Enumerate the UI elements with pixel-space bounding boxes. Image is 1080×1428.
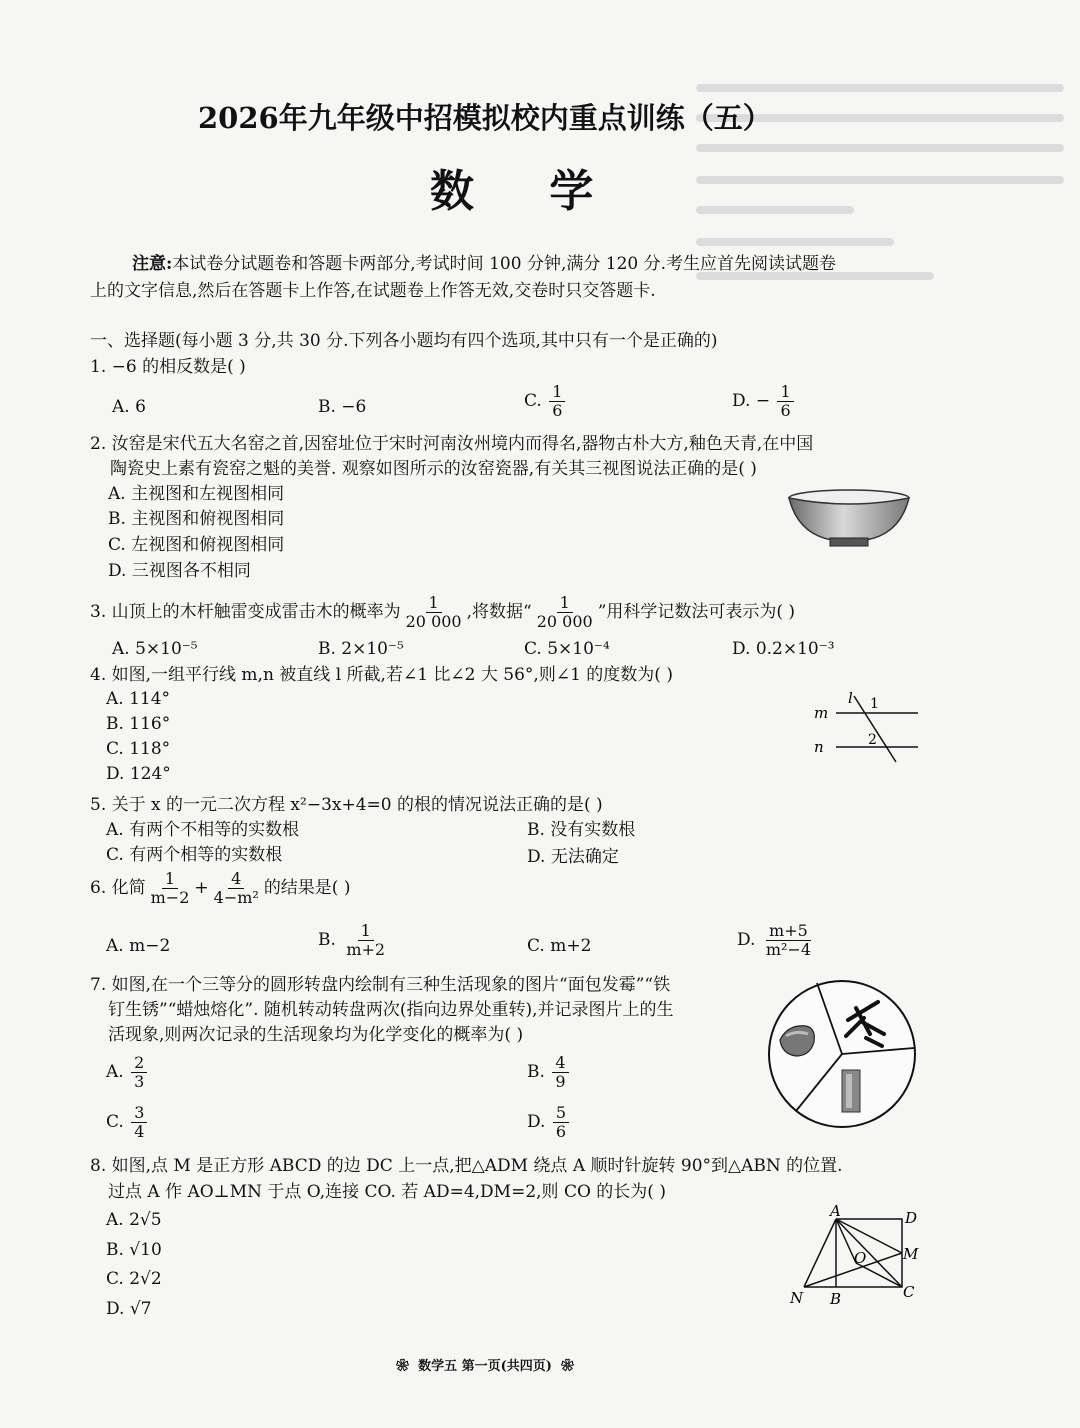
label-m: m bbox=[814, 704, 829, 722]
q8-stem-1: 8. 如图,点 M 是正方形 ABCD 的边 DC 上一点,把△ADM 绕点 A 顺时针旋转 90°到△ABN 的位置. bbox=[90, 1156, 843, 1176]
label-B: B bbox=[830, 1290, 842, 1308]
notice-text-1: 本试卷分试题卷和答题卡两部分,考试时间 100 分钟,满分 120 分.考生应首先阅读试题卷 bbox=[172, 254, 837, 274]
bowl-figure bbox=[786, 488, 912, 550]
q2-stem-1: 2. 汝窑是宋代五大名窑之首,因窑址位于宋时河南汝州境内而得名,器物古朴大方,釉色天青,在中国 bbox=[90, 434, 814, 454]
q1-option-d: D. − $\frac{1}{6}$ bbox=[732, 383, 796, 420]
q7-stem-3: 活现象,则两次记录的生活现象均为化学变化的概率为( ) bbox=[108, 1025, 524, 1045]
q6-stem: 6. 化简 $\frac{1}{m-2}$ + $\frac{4}{\text{4−m²}}$ 的结果是( ) bbox=[90, 869, 351, 907]
q6-option-c: C. m+2 bbox=[527, 936, 592, 956]
q1-c-fraction: $\frac{1}{6}$ bbox=[549, 383, 565, 420]
q4-stem: 4. 如图,一组平行线 m,n 被直线 l 所截,若∠1 比∠2 大 56°,则∠1 的度数为( ) bbox=[90, 665, 673, 685]
q7-stem-1: 7. 如图,在一个三等分的圆形转盘内绘制有三种生活现象的图片“面包发霉”“铁 bbox=[90, 975, 671, 995]
notice-line-1 bbox=[132, 253, 836, 275]
q5-option-a: A. 有两个不相等的实数根 bbox=[106, 820, 300, 840]
q8-option-d: D. √7 bbox=[106, 1299, 152, 1319]
candle-icon bbox=[842, 1070, 860, 1112]
q3-fraction-2: $\frac{1}{20 000}$ bbox=[536, 593, 593, 631]
q8-option-b: B. √10 bbox=[106, 1240, 162, 1260]
q6-option-a: A. m−2 bbox=[106, 936, 171, 956]
label-C: C bbox=[903, 1283, 915, 1301]
subject-title: 数 学 bbox=[430, 166, 624, 217]
notice-line-2: 上的文字信息,然后在答题卡上作答,在试题卷上作答无效,交卷时只交答题卡. bbox=[90, 281, 656, 301]
label-D: D bbox=[905, 1209, 918, 1227]
spinner-figure bbox=[766, 978, 918, 1130]
square-figure bbox=[784, 1203, 924, 1315]
label-angle-1: 1 bbox=[870, 696, 879, 712]
page-footer bbox=[396, 1355, 574, 1374]
q6-fraction-1: $\frac{1}{m-2}$ bbox=[150, 869, 190, 907]
q4-option-a: A. 114° bbox=[106, 689, 171, 709]
q7-c-fraction: $\frac{3}{4}$ bbox=[131, 1104, 147, 1141]
label-angle-2: 2 bbox=[868, 732, 877, 748]
q5-option-d: D. 无法确定 bbox=[527, 847, 619, 867]
q6-fraction-2: $\frac{4}{\text{4−m²}}$ bbox=[213, 869, 259, 907]
q3-fraction-1: $\frac{1}{20 000}$ bbox=[405, 593, 462, 631]
q5-option-c: C. 有两个相等的实数根 bbox=[106, 845, 283, 865]
q7-option-a: A. $\frac{2}{3}$ bbox=[106, 1054, 149, 1091]
label-N: N bbox=[790, 1289, 804, 1307]
q5-option-b: B. 没有实数根 bbox=[527, 820, 636, 840]
q5-stem: 5. 关于 x 的一元二次方程 x²−3x+4=0 的根的情况说法正确的是( ) bbox=[90, 795, 603, 815]
q3-option-b: B. 2×10⁻⁵ bbox=[318, 639, 404, 659]
q1-option-c: C. $\frac{1}{6}$ bbox=[524, 383, 567, 420]
flower-ornament-right-icon: ❀ bbox=[560, 1359, 574, 1374]
q8-option-a: A. 2√5 bbox=[106, 1210, 162, 1230]
q2-option-c: C. 左视图和俯视图相同 bbox=[108, 535, 285, 555]
q1-d-fraction: $\frac{1}{6}$ bbox=[777, 383, 793, 420]
label-n: n bbox=[814, 738, 824, 756]
q8-stem-2: 过点 A 作 AO⊥MN 于点 O,连接 CO. 若 AD=4,DM=2,则 CO 的长为( ) bbox=[108, 1182, 666, 1202]
q7-option-b: B. $\frac{4}{9}$ bbox=[527, 1054, 571, 1091]
q6-d-fraction: $\frac{m+5}{\text{m²−4}}$ bbox=[765, 921, 812, 959]
q6-b-fraction: $\frac{1}{m+2}$ bbox=[346, 921, 386, 959]
label-M: M bbox=[903, 1245, 919, 1263]
q4-option-d: D. 124° bbox=[106, 764, 171, 784]
label-A: A bbox=[830, 1203, 841, 1220]
q3-stem: 3. 山顶上的木杆触雷变成雷击木的概率为 $\frac{1}{20 000}$ ,将数据“ $\frac{1}{20 000}$ ”用科学记数法可表示为( ) bbox=[90, 593, 796, 631]
q4-option-c: C. 118° bbox=[106, 739, 171, 759]
q4-option-b: B. 116° bbox=[106, 714, 171, 734]
q7-stem-2: 钉生锈”“蜡烛熔化”. 随机转动转盘两次(指向边界处重转),并记录图片上的生 bbox=[108, 1000, 674, 1020]
q6-option-d: D. $\frac{m+5}{\text{m²−4}}$ bbox=[737, 922, 816, 959]
q2-option-a: A. 主视图和左视图相同 bbox=[108, 484, 285, 504]
footer-text: 数学五 第一页(共四页) bbox=[418, 1359, 552, 1374]
q7-option-c: C. $\frac{3}{4}$ bbox=[106, 1104, 149, 1141]
section-heading: 一、选择题(每小题 3 分,共 30 分.下列各小题均有四个选项,其中只有一个是正确的) bbox=[90, 331, 718, 351]
q7-d-fraction: $\frac{5}{6}$ bbox=[553, 1104, 569, 1141]
q2-option-b: B. 主视图和俯视图相同 bbox=[108, 509, 285, 529]
notice-label: 注意: bbox=[132, 254, 173, 274]
q2-option-d: D. 三视图各不相同 bbox=[108, 561, 251, 581]
q1-stem: 1. −6 的相反数是( ) bbox=[90, 357, 246, 377]
q8-option-c: C. 2√2 bbox=[106, 1269, 162, 1289]
q7-a-fraction: $\frac{2}{3}$ bbox=[131, 1054, 147, 1091]
q1-option-b: B. −6 bbox=[318, 397, 367, 417]
q6-option-b: B. $\frac{1}{m+2}$ bbox=[318, 922, 390, 959]
label-O: O bbox=[854, 1249, 867, 1267]
q2-stem-2: 陶瓷史上素有瓷窑之魁的美誉. 观察如图所示的汝窑瓷器,有关其三视图说法正确的是( ) bbox=[110, 459, 757, 479]
q1-option-a: A. 6 bbox=[112, 397, 146, 417]
label-l: l bbox=[848, 689, 853, 707]
q7-b-fraction: $\frac{4}{9}$ bbox=[552, 1054, 568, 1091]
flower-ornament-left-icon: ❀ bbox=[396, 1359, 410, 1374]
q7-option-d: D. $\frac{5}{6}$ bbox=[527, 1104, 571, 1141]
parallel-lines-figure bbox=[808, 688, 928, 764]
q3-option-a: A. 5×10⁻⁵ bbox=[112, 639, 198, 659]
exam-title: 2026年九年级中招模拟校内重点训练（五） bbox=[198, 101, 772, 135]
q3-option-d: D. 0.2×10⁻³ bbox=[732, 639, 835, 659]
q3-option-c: C. 5×10⁻⁴ bbox=[524, 639, 610, 659]
